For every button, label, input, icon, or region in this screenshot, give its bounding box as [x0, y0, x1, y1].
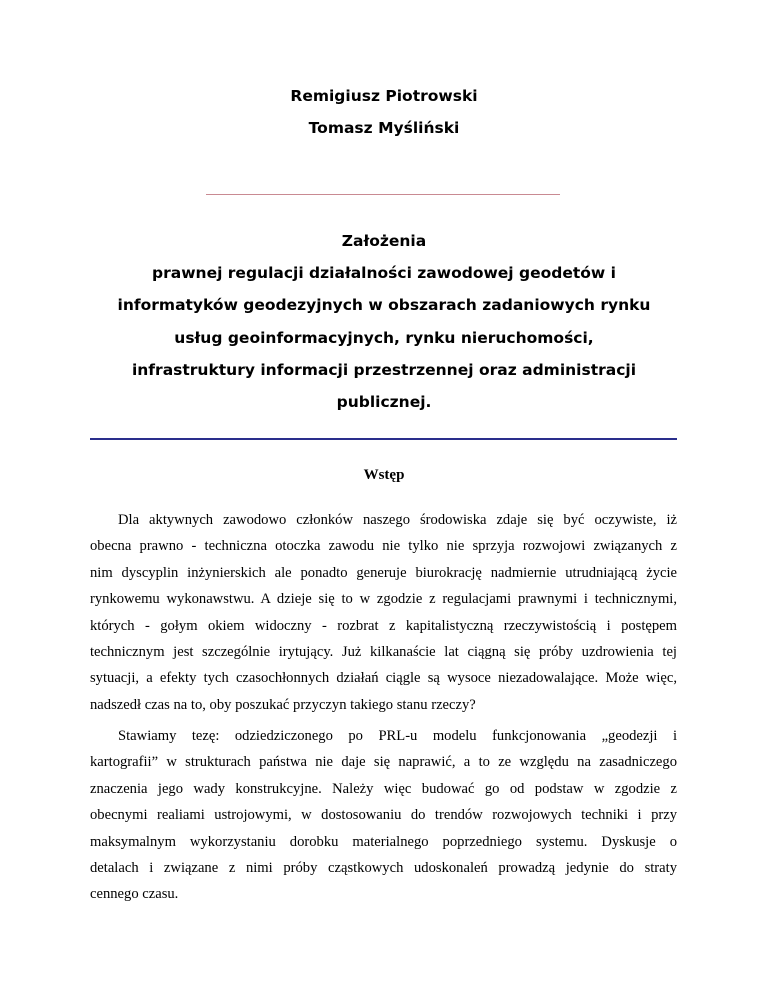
paragraph-line: rynkowemu wykonawstwu. A dzieje się to w zgodzie z regulacjami prawnymi i technicznymi,: [90, 591, 677, 608]
document-title: [90, 225, 678, 418]
title-divider-bottom: [90, 438, 677, 440]
paragraph-line: nadszedł czas na to, oby poszukać przyczyn takiego stanu rzeczy?: [90, 696, 476, 713]
paragraph-2: [90, 723, 677, 908]
paragraph-line: sytuacji, a efekty tych czasochłonnych działań ciągle są wysoce niezadowalające. Może więc,: [90, 670, 677, 687]
title-line: informatyków geodezyjnych w obszarach zadaniowych rynku: [117, 296, 651, 315]
paragraph-line: cennego czasu.: [90, 886, 179, 903]
paragraph-line: obecna prawno - techniczna otoczka zawodu nie tylko nie sprzyja rozwojowi związanych z: [90, 538, 677, 555]
paragraph-1: [90, 507, 677, 718]
title-line: infrastruktury informacji przestrzennej oraz administracji: [131, 360, 637, 379]
paragraph-line: Stawiamy tezę: odziedziczonego po PRL-u modelu funkcjonowania „geodezji i: [118, 728, 677, 744]
paragraph-line: nim dyscyplin inżynierskich ale ponadto generuje biurokrację nadmiernie utrudniającą życie: [90, 564, 677, 581]
paragraph-line: których - gołym okiem widoczny - rozbrat z kapitalistyczną rzeczywistością i postępem: [90, 617, 677, 634]
paragraph-line: znaczenia jego wady konstrukcyjne. Należy więc budować go od podstaw w zgodzie z: [90, 780, 677, 797]
title-line: publicznej.: [336, 393, 432, 412]
paragraph-line: Dla aktywnych zawodowo członków naszego środowiska zdaje się być oczywiste, iż: [118, 512, 677, 528]
paragraph-line: kartografii” w strukturach państwa nie daje się naprawić, a to ze względu na zasadniczego: [90, 754, 677, 771]
author-name-1: Remigiusz Piotrowski: [290, 87, 478, 105]
paragraph-line: detalach i związane z nimi próby cząstkowych udoskonaleń prowadzą jedynie do straty: [90, 859, 677, 876]
title-line: usług geoinformacyjnych, rynku nieruchomości,: [174, 328, 594, 347]
title-line: Założenia: [341, 232, 427, 250]
paragraph-line: obecnymi realiami ustrojowymi, w dostosowaniu do trendów rozwojowych techniki i przy: [90, 807, 677, 824]
section-heading: Wstęp: [363, 467, 405, 483]
title-line: prawnej regulacji działalności zawodowej geodetów i: [152, 264, 616, 283]
title-divider-top: [206, 194, 560, 195]
author-name-2: Tomasz Myśliński: [308, 119, 460, 137]
paragraph-line: maksymalnym wykorzystaniu dorobku materialnego poprzedniego systemu. Dyskusje o: [90, 833, 677, 850]
paragraph-line: technicznym jest szczególnie irytujący. Już kilkanaście lat ciągną się próby uzdrowienia tej: [90, 643, 677, 660]
